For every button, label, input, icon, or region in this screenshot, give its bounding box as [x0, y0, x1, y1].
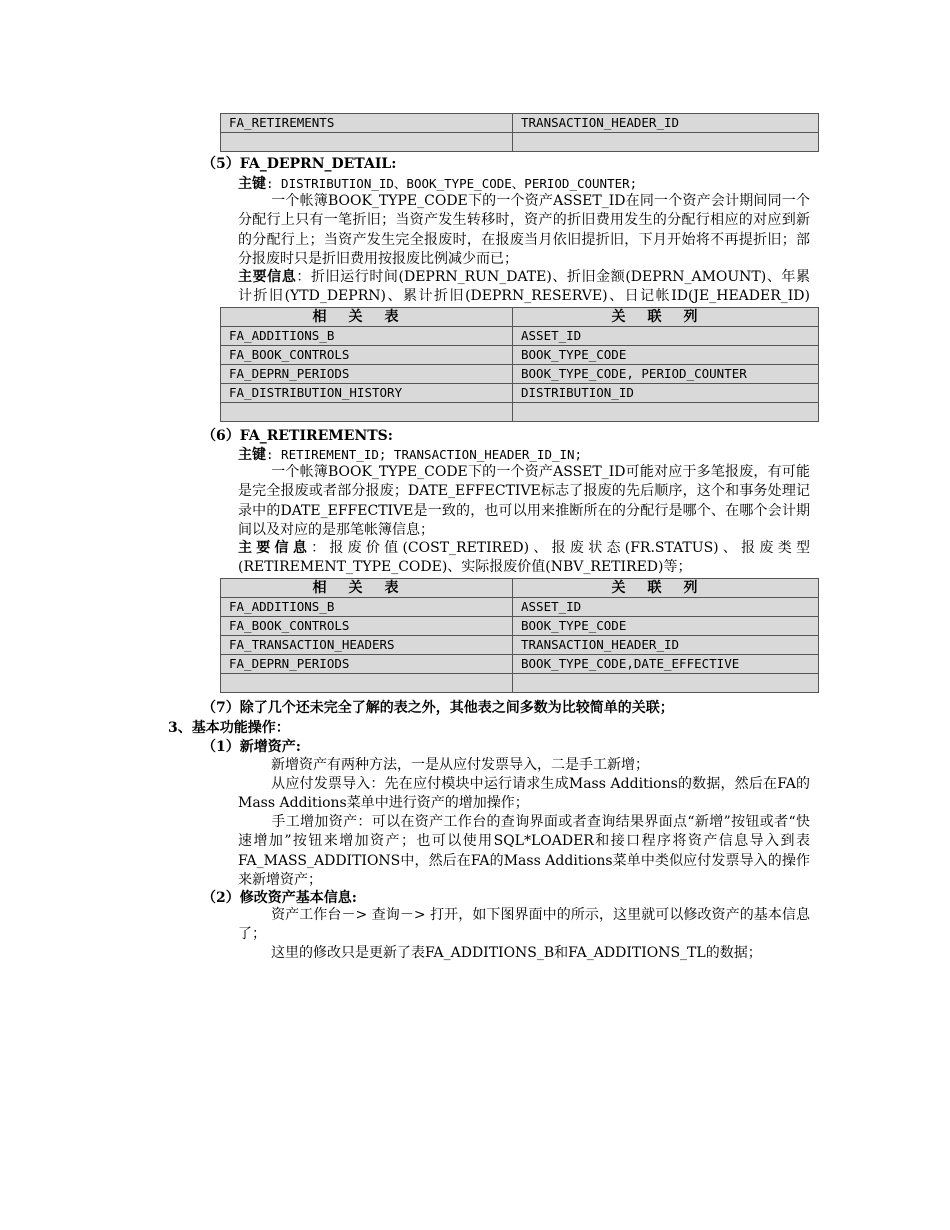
table-row — [221, 598, 819, 617]
table-row — [221, 655, 819, 674]
subsection-1-heading: （1）新增资产: — [202, 739, 301, 755]
table-cell: BOOK_TYPE_CODE,DATE_EFFECTIVE — [513, 655, 819, 674]
info-value: ：折旧运行时间(DEPRN_RUN_DATE)、折旧金额(DEPRN_AMOUNT)、年累计折旧(YTD_DEPRN)、累计折旧(DEPRN_RESERVE)、日记帐ID(JE_HEADER_ID) — [238, 269, 811, 305]
table-cell: FA_DEPRN_PERIODS — [221, 655, 513, 674]
table-row — [221, 327, 819, 346]
section-7-heading: （7）除了几个还未完全了解的表之外，其他表之间多数为比较简单的关联； — [202, 700, 674, 716]
table-cell: FA_DISTRIBUTION_HISTORY — [221, 384, 513, 403]
table-cell — [221, 133, 513, 152]
table-cell: BOOK_TYPE_CODE — [513, 346, 819, 365]
section-5-description-text: 一个帐簿BOOK_TYPE_CODE下的一个资产ASSET_ID在同一个资产会计期间同一个分配行上只有一笔折旧；当资产发生转移时，资产的折旧费用发生的分配行相应的对应到新的分配行上；当资产发生完全报废时，在报废当月依旧提折旧，下月开始将不再提折旧；部分报废时只是折旧费用按报废比例减少而已； — [238, 193, 810, 268]
table-cell: FA_TRANSACTION_HEADERS — [221, 636, 513, 655]
info-value: ：报废价值(COST_RETIRED)、报废状态(FR.STATUS)、报废类型(RETIREMENT_TYPE_CODE)、实际报废价值(NBV_RETIRED)等； — [238, 540, 810, 576]
table-row — [221, 403, 819, 422]
subsection-2-para-2 — [238, 944, 810, 963]
pk-label: 主键 — [238, 447, 266, 463]
relation-table-5 — [220, 307, 819, 422]
subsection-2-heading: （2）修改资产基本信息: — [202, 890, 357, 906]
subsection-1-para-1 — [238, 756, 810, 775]
paragraph-text: 资产工作台－> 查询－> 打开，如下图界面中的所示，这里就可以修改资产的基本信息了； — [238, 907, 810, 943]
section-6-description — [238, 463, 810, 541]
table-row — [221, 346, 819, 365]
section-5-description — [238, 192, 810, 270]
table-cell: FA_BOOK_CONTROLS — [221, 346, 513, 365]
pk-label: 主键 — [238, 176, 266, 192]
paragraph-text: 新增资产有两种方法，一是从应付发票导入，二是手工新增； — [271, 757, 649, 773]
table-cell: TRANSACTION_HEADER_ID — [513, 114, 819, 133]
header-related-table: 相关表 — [221, 579, 513, 598]
table-cell — [513, 133, 819, 152]
section-6-heading: （6）FA_RETIREMENTS: — [202, 428, 393, 444]
header-related-table: 相关表 — [221, 308, 513, 327]
section-5-heading: （5）FA_DEPRN_DETAIL: — [202, 156, 397, 172]
table-cell: TRANSACTION_HEADER_ID — [513, 636, 819, 655]
header-related-column: 关联列 — [513, 308, 819, 327]
section-6-primary-key — [238, 444, 582, 464]
table-row — [221, 384, 819, 403]
pk-value: : DISTRIBUTION_ID、BOOK_TYPE_CODE、PERIOD_COUNTER; — [266, 176, 638, 191]
info-label: 主要信息 — [238, 540, 312, 556]
table-header-row — [221, 579, 819, 598]
subsection-1-para-3 — [238, 813, 810, 891]
table-row — [221, 133, 819, 152]
table-row — [221, 365, 819, 384]
relation-table-6 — [220, 578, 819, 693]
section-3-heading: 3、基本功能操作： — [168, 720, 290, 736]
subsection-1-para-2 — [238, 775, 810, 814]
paragraph-text: 这里的修改只是更新了表FA_ADDITIONS_B和FA_ADDITIONS_TL的数据； — [271, 945, 762, 961]
pk-value: : RETIREMENT_ID; TRANSACTION_HEADER_ID_IN; — [266, 447, 583, 462]
table-cell: FA_RETIREMENTS — [221, 114, 513, 133]
table-row — [221, 617, 819, 636]
table-cell — [513, 674, 819, 693]
table-cell — [513, 403, 819, 422]
paragraph-text: 从应付发票导入：先在应付模块中运行请求生成Mass Additions的数据，然后在FA的Mass Additions菜单中进行资产的增加操作； — [238, 776, 810, 812]
section-6-description-text: 一个帐簿BOOK_TYPE_CODE下的一个资产ASSET_ID可能对应于多笔报废，有可能是完全报废或者部分报废；DATE_EFFECTIVE标志了报废的先后顺序，这个和事务处理记录中的DATE_EFFECTIVE是一致的，也可以用来推断所在的分配行是哪个、在哪个会计期间以及对应的是那笔帐簿信息； — [238, 464, 810, 539]
section-6-main-info — [238, 539, 810, 578]
section-5-primary-key — [238, 173, 637, 193]
table-cell: ASSET_ID — [513, 327, 819, 346]
table-cell: ASSET_ID — [513, 598, 819, 617]
table-cell: FA_ADDITIONS_B — [221, 598, 513, 617]
relation-table-top — [220, 113, 819, 152]
table-row — [221, 674, 819, 693]
table-row — [221, 636, 819, 655]
table-cell: DISTRIBUTION_ID — [513, 384, 819, 403]
table-header-row — [221, 308, 819, 327]
table-cell: FA_DEPRN_PERIODS — [221, 365, 513, 384]
table-cell: FA_BOOK_CONTROLS — [221, 617, 513, 636]
table-cell: BOOK_TYPE_CODE, PERIOD_COUNTER — [513, 365, 819, 384]
table-cell — [221, 403, 513, 422]
table-row — [221, 114, 819, 133]
subsection-2-para-1 — [238, 906, 810, 945]
table-cell — [221, 674, 513, 693]
header-related-column: 关联列 — [513, 579, 819, 598]
table-cell: BOOK_TYPE_CODE — [513, 617, 819, 636]
info-label: 主要信息 — [238, 269, 297, 285]
table-cell: FA_ADDITIONS_B — [221, 327, 513, 346]
paragraph-text: 手工增加资产：可以在资产工作台的查询界面或者查询结果界面点“新增”按钮或者“快速增加”按钮来增加资产；也可以使用SQL*LOADER和接口程序将资产信息导入到表FA_MASS_ADDITIONS中，然后在FA的Mass Additions菜单中类似应付发票导入的操作来新增资产； — [238, 814, 810, 889]
